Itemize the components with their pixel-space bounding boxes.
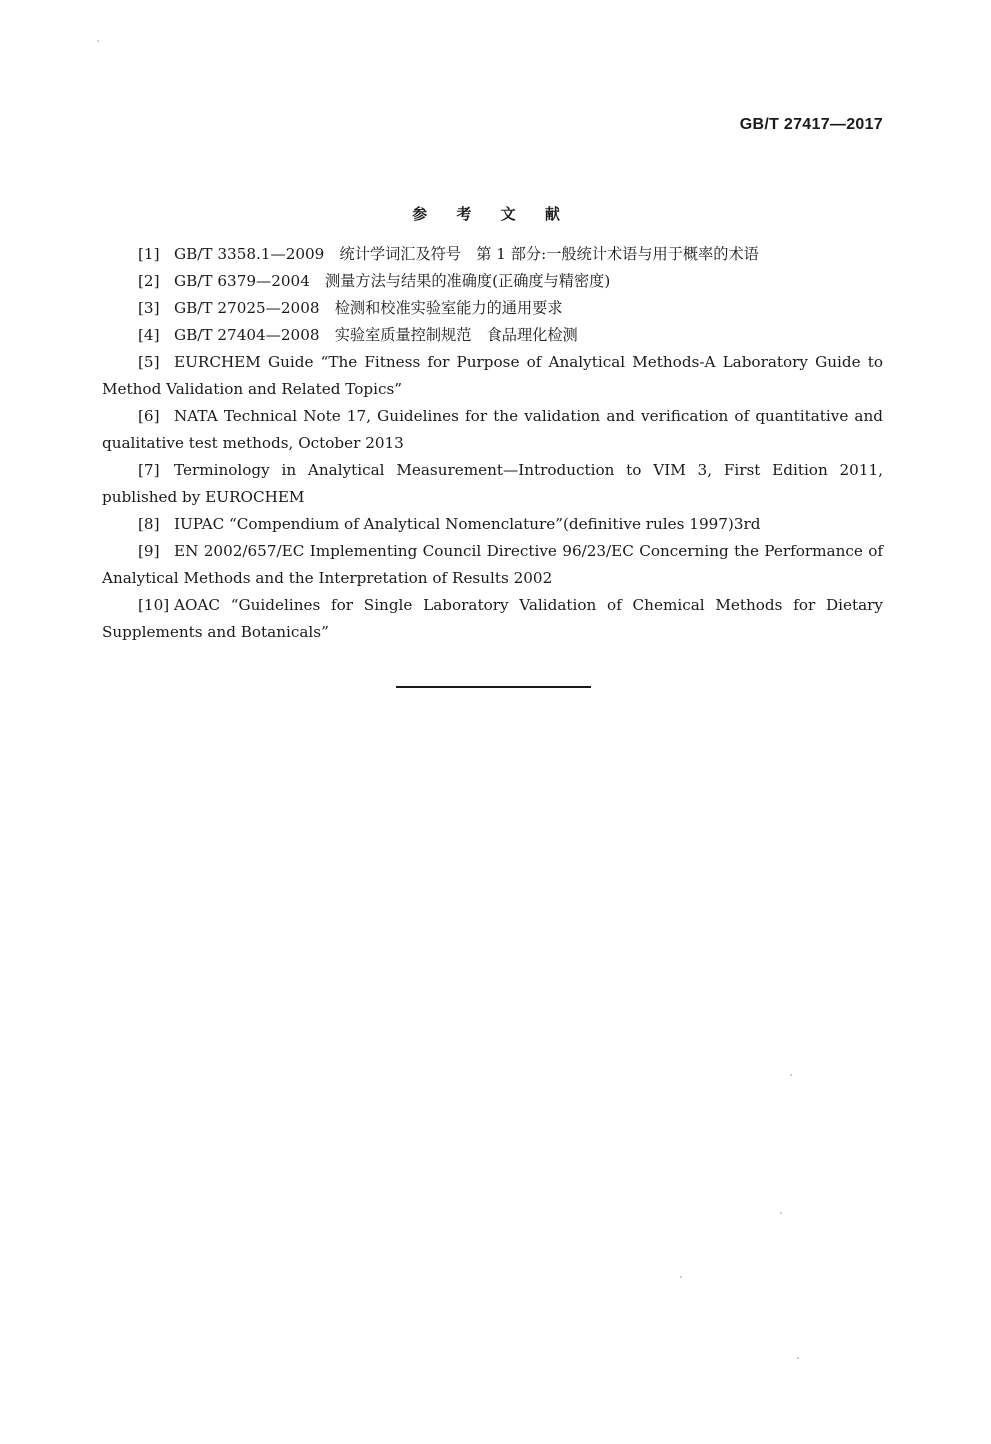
- end-rule: [396, 686, 591, 688]
- reference-number: [6]: [138, 407, 160, 425]
- section-title: 参 考 文 献: [412, 205, 572, 223]
- reference-list: [102, 241, 883, 646]
- reference-item: [102, 349, 883, 403]
- reference-text: GB/T 6379—2004 测量方法与结果的准确度(正确度与精密度): [174, 272, 611, 290]
- reference-number: [4]: [138, 326, 160, 344]
- reference-text: NATA Technical Note 17, Guidelines for the validation and verification of quantitative and qualitative test methods, October 2013: [102, 407, 883, 452]
- reference-text: GB/T 27404—2008 实验室质量控制规范 食品理化检测: [174, 326, 578, 344]
- reference-item: [102, 538, 883, 592]
- reference-number: [9]: [138, 542, 160, 560]
- reference-number: [5]: [138, 353, 160, 371]
- reference-text: IUPAC “Compendium of Analytical Nomenclature”(definitive rules 1997)3rd: [174, 515, 761, 533]
- reference-item: [102, 268, 883, 295]
- reference-item: [102, 511, 883, 538]
- reference-number: [3]: [138, 299, 160, 317]
- reference-text: GB/T 3358.1—2009 统计学词汇及符号 第 1 部分:一般统计术语与用于概率的术语: [174, 245, 759, 263]
- reference-item: [102, 295, 883, 322]
- standard-code: GB/T 27417—2017: [739, 116, 883, 133]
- reference-item: [102, 241, 883, 268]
- scan-speck: [797, 1357, 799, 1359]
- scan-speck: [97, 40, 99, 42]
- reference-number: [8]: [138, 515, 160, 533]
- reference-text: EURCHEM Guide “The Fitness for Purpose of Analytical Methods-A Laboratory Guide to Method Validation and Related Topics”: [102, 353, 883, 398]
- reference-item: [102, 592, 883, 646]
- reference-item: [102, 403, 883, 457]
- reference-number: [10]: [138, 596, 170, 614]
- scan-speck: [680, 1276, 682, 1278]
- reference-text: Terminology in Analytical Measurement—Introduction to VIM 3, First Edition 2011, published by EUROCHEM: [102, 461, 883, 506]
- reference-text: GB/T 27025—2008 检测和校准实验室能力的通用要求: [174, 299, 563, 317]
- reference-item: [102, 322, 883, 349]
- reference-number: [2]: [138, 272, 160, 290]
- scan-speck: [790, 1074, 792, 1076]
- reference-text: EN 2002/657/EC Implementing Council Directive 96/23/EC Concerning the Performance of Analytical Methods and the Interpretation of Results 2002: [102, 542, 883, 587]
- reference-item: [102, 457, 883, 511]
- reference-text: AOAC “Guidelines for Single Laboratory Validation of Chemical Methods for Dietary Supplements and Botanicals”: [102, 596, 883, 641]
- scan-speck: [780, 1212, 782, 1214]
- reference-number: [1]: [138, 245, 160, 263]
- reference-number: [7]: [138, 461, 160, 479]
